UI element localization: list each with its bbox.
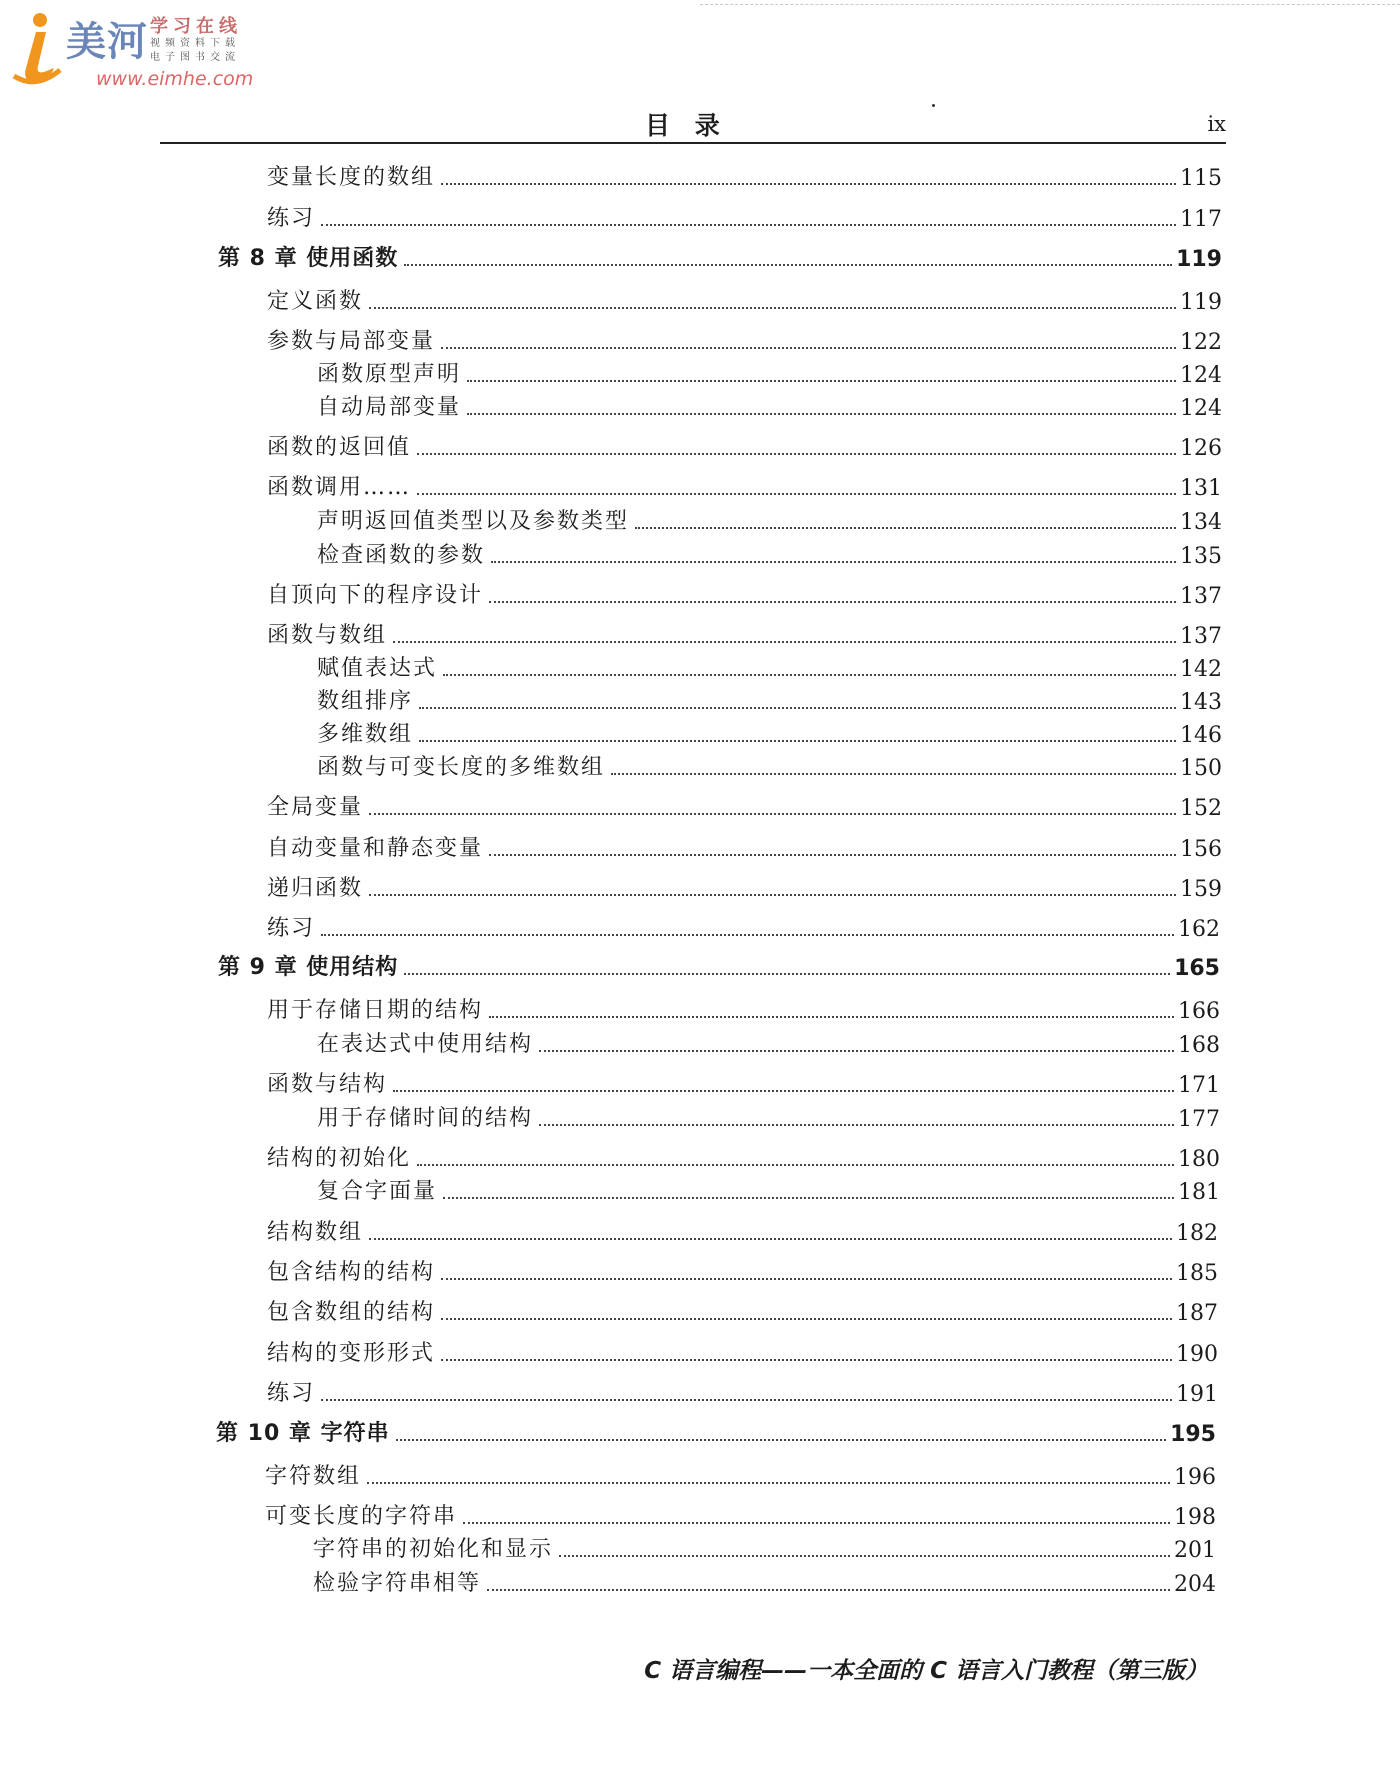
- toc-subsection-entry: [313, 1531, 1216, 1563]
- toc-entry-label: 函数与数组: [267, 623, 388, 648]
- toc-entry-page: 146: [1180, 723, 1222, 748]
- toc-entry-label: 包含结构的结构: [267, 1260, 436, 1285]
- dot-leader: [559, 1555, 1170, 1557]
- toc-entry-page: 119: [1176, 247, 1222, 272]
- toc-entry-label: 在表达式中使用结构: [317, 1032, 534, 1057]
- toc-subsection-entry: [317, 749, 1222, 781]
- dot-leader: [396, 1439, 1166, 1441]
- toc-entry-page: 119: [1180, 290, 1222, 315]
- toc-entry-page: 165: [1174, 956, 1220, 981]
- toc-entry-page: 204: [1174, 1572, 1216, 1597]
- toc-entry-label: 复合字面量: [317, 1179, 438, 1204]
- toc-entry-page: 195: [1170, 1422, 1216, 1447]
- toc-subsection-entry: [313, 1565, 1216, 1597]
- dot-leader: [611, 773, 1176, 775]
- dot-leader: [491, 561, 1176, 563]
- toc-entry-label: 自顶向下的程序设计: [267, 583, 484, 608]
- toc-section-entry: [267, 1140, 1220, 1172]
- toc-subsection-entry: [317, 503, 1222, 535]
- toc-entry-page: 131: [1180, 476, 1222, 501]
- toc-entry-page: 137: [1180, 584, 1222, 609]
- toc-section-entry: [267, 429, 1222, 461]
- dot-leader: [419, 707, 1176, 709]
- toc-section-entry: [267, 1294, 1218, 1326]
- toc-entry-label: 用于存储时间的结构: [317, 1106, 534, 1131]
- dot-leader: [404, 973, 1170, 975]
- toc-entry-page: 124: [1180, 363, 1222, 388]
- dot-leader: [443, 674, 1176, 676]
- toc-subsection-entry: [317, 1026, 1220, 1058]
- toc-entry-label: 函数与结构: [267, 1072, 388, 1097]
- toc-entry-label: 可变长度的字符串: [265, 1504, 458, 1529]
- toc-section-entry: [267, 469, 1222, 501]
- dot-leader: [321, 1399, 1172, 1401]
- toc-entry-label: 字符数组: [265, 1464, 362, 1489]
- toc-entry-page: 150: [1180, 756, 1222, 781]
- dot-leader: [404, 264, 1172, 266]
- toc-section-entry: [267, 577, 1222, 609]
- toc-entry-label: 检验字符串相等: [313, 1571, 482, 1596]
- toc-section-entry: [267, 617, 1222, 649]
- toc-chapter-entry: [216, 1415, 1216, 1447]
- toc-subsection-entry: [317, 1100, 1220, 1132]
- toc-entry-page: 124: [1180, 396, 1222, 421]
- toc-section-entry: [265, 1498, 1216, 1530]
- dot-leader: [489, 1016, 1174, 1018]
- toc-subsection-entry: [317, 1173, 1220, 1205]
- toc-entry-page: 191: [1176, 1382, 1218, 1407]
- dot-leader: [369, 894, 1176, 896]
- toc-entry-page: 117: [1180, 207, 1222, 232]
- toc-entry-label: 结构的变形形式: [267, 1341, 436, 1366]
- toc-section-entry: [267, 1214, 1218, 1246]
- toc-entry-page: 134: [1180, 510, 1222, 535]
- watermark-url: www.eimhe.com: [96, 68, 254, 90]
- toc-entry-page: 187: [1176, 1301, 1218, 1326]
- toc-chapter-entry: [218, 240, 1222, 272]
- toc-subsection-entry: [317, 716, 1222, 748]
- dot-leader: [417, 1164, 1174, 1166]
- dot-leader: [463, 1522, 1170, 1524]
- dot-leader: [419, 740, 1176, 742]
- toc-entry-page: 135: [1180, 544, 1222, 569]
- toc-entry-page: 201: [1174, 1538, 1216, 1563]
- toc-section-entry: [267, 200, 1222, 232]
- toc-entry-label: 字符串的初始化和显示: [313, 1537, 554, 1562]
- toc-entry-page: 181: [1178, 1180, 1220, 1205]
- dot-leader: [443, 1197, 1174, 1199]
- toc-entry-label: 练习: [267, 1381, 316, 1406]
- dot-leader: [467, 380, 1176, 382]
- toc-entry-label: 第 9 章 使用结构: [218, 955, 399, 980]
- toc-entry-page: 190: [1176, 1342, 1218, 1367]
- toc-entry-label: 自动局部变量: [317, 395, 462, 420]
- toc-entry-page: 142: [1180, 657, 1222, 682]
- toc-entry-page: 122: [1180, 330, 1222, 355]
- dot-leader: [417, 493, 1176, 495]
- dot-leader: [321, 224, 1176, 226]
- dot-leader: [489, 854, 1176, 856]
- dot-leader: [467, 413, 1176, 415]
- toc-entry-page: 159: [1180, 877, 1222, 902]
- dot-leader: [487, 1589, 1170, 1591]
- toc-entry-label: 声明返回值类型以及参数类型: [317, 509, 630, 534]
- toc-section-entry: [267, 789, 1222, 821]
- dot-leader: [369, 1238, 1172, 1240]
- toc-section-entry: [267, 283, 1222, 315]
- dot-leader: [393, 1090, 1174, 1092]
- watermark-brand: 美河: [66, 19, 148, 65]
- toc-entry-label: 包含数组的结构: [267, 1300, 436, 1325]
- toc-entry-page: 166: [1178, 999, 1220, 1024]
- toc-chapter-entry: [218, 949, 1220, 981]
- toc-section-entry: [267, 1335, 1218, 1367]
- toc-entry-label: 第 8 章 使用函数: [218, 246, 399, 271]
- toc-entry-page: 180: [1178, 1147, 1220, 1172]
- toc-entry-label: 结构数组: [267, 1220, 364, 1245]
- toc-entry-page: 171: [1178, 1073, 1220, 1098]
- toc-entry-label: 函数调用……: [267, 475, 412, 500]
- dot-leader: [539, 1124, 1174, 1126]
- toc-section-entry: [267, 870, 1222, 902]
- dot-leader: [417, 453, 1176, 455]
- watermark-line2: 视频资料下载: [150, 38, 240, 49]
- toc-entry-page: 143: [1180, 690, 1222, 715]
- toc-section-entry: [267, 1254, 1218, 1286]
- toc-entry-label: 自动变量和静态变量: [267, 836, 484, 861]
- toc-entry-label: 全局变量: [267, 795, 364, 820]
- toc-section-entry: [267, 159, 1222, 191]
- toc-entry-page: 126: [1180, 436, 1222, 461]
- dot-leader: [321, 934, 1174, 936]
- toc-entry-label: 练习: [267, 206, 316, 231]
- toc-entry-page: 196: [1174, 1465, 1216, 1490]
- toc-subsection-entry: [317, 650, 1222, 682]
- dot-leader: [441, 183, 1176, 185]
- toc-entry-label: 定义函数: [267, 289, 364, 314]
- page-title: 目 录: [645, 111, 728, 140]
- toc-subsection-entry: [317, 683, 1222, 715]
- toc-entry-label: 函数与可变长度的多维数组: [317, 755, 606, 780]
- toc-entry-label: 参数与局部变量: [267, 329, 436, 354]
- toc-entry-label: 检查函数的参数: [317, 543, 486, 568]
- toc-entry-page: 177: [1178, 1107, 1220, 1132]
- dot-leader: [441, 1359, 1172, 1361]
- toc-entry-page: 182: [1176, 1221, 1218, 1246]
- toc-entry-label: 递归函数: [267, 876, 364, 901]
- toc-subsection-entry: [317, 389, 1222, 421]
- dot-leader: [539, 1050, 1174, 1052]
- toc-entry-label: 变量长度的数组: [267, 165, 436, 190]
- toc-entry-label: 练习: [267, 916, 316, 941]
- toc-entry-page: 156: [1180, 837, 1222, 862]
- dot-leader: [441, 347, 1176, 349]
- page-number: ix: [1207, 112, 1226, 136]
- watermark-line3: 电子图书交流: [150, 52, 240, 63]
- dot-leader: [635, 527, 1176, 529]
- dot-leader: [489, 601, 1176, 603]
- dot-leader: [367, 1482, 1170, 1484]
- toc-section-entry: [267, 830, 1222, 862]
- toc-subsection-entry: [317, 537, 1222, 569]
- toc-entry-page: 162: [1178, 917, 1220, 942]
- toc-entry-page: 198: [1174, 1505, 1216, 1530]
- book-title-footer: C 语言编程——一本全面的 C 语言入门教程（第三版）: [644, 1658, 1208, 1684]
- toc-entry-label: 用于存储日期的结构: [267, 998, 484, 1023]
- toc-entry-label: 赋值表达式: [317, 656, 438, 681]
- dot-leader: [441, 1318, 1172, 1320]
- toc-entry-page: 152: [1180, 796, 1222, 821]
- watermark-slogan: 学习在线: [150, 16, 242, 37]
- dot-leader: [393, 641, 1176, 643]
- toc-section-entry: [267, 1066, 1220, 1098]
- toc-section-entry: [267, 910, 1220, 942]
- toc-entry-page: 185: [1176, 1261, 1218, 1286]
- toc-entry-page: 137: [1180, 624, 1222, 649]
- dot-leader: [369, 813, 1176, 815]
- toc-entry-page: 168: [1178, 1033, 1220, 1058]
- toc-section-entry: [267, 1375, 1218, 1407]
- toc-entry-label: 第 10 章 字符串: [216, 1421, 390, 1446]
- toc-section-entry: [267, 323, 1222, 355]
- toc-entry-page: 115: [1180, 166, 1222, 191]
- toc-entry-label: 多维数组: [317, 722, 414, 747]
- dot-leader: [441, 1278, 1172, 1280]
- toc-entry-label: 函数原型声明: [317, 362, 462, 387]
- toc-section-entry: [267, 992, 1220, 1024]
- toc-section-entry: [265, 1458, 1216, 1490]
- toc-entry-label: 结构的初始化: [267, 1146, 412, 1171]
- toc-entry-label: 函数的返回值: [267, 435, 412, 460]
- dot-leader: [369, 307, 1176, 309]
- toc-subsection-entry: [317, 356, 1222, 388]
- toc-entry-label: 数组排序: [317, 689, 414, 714]
